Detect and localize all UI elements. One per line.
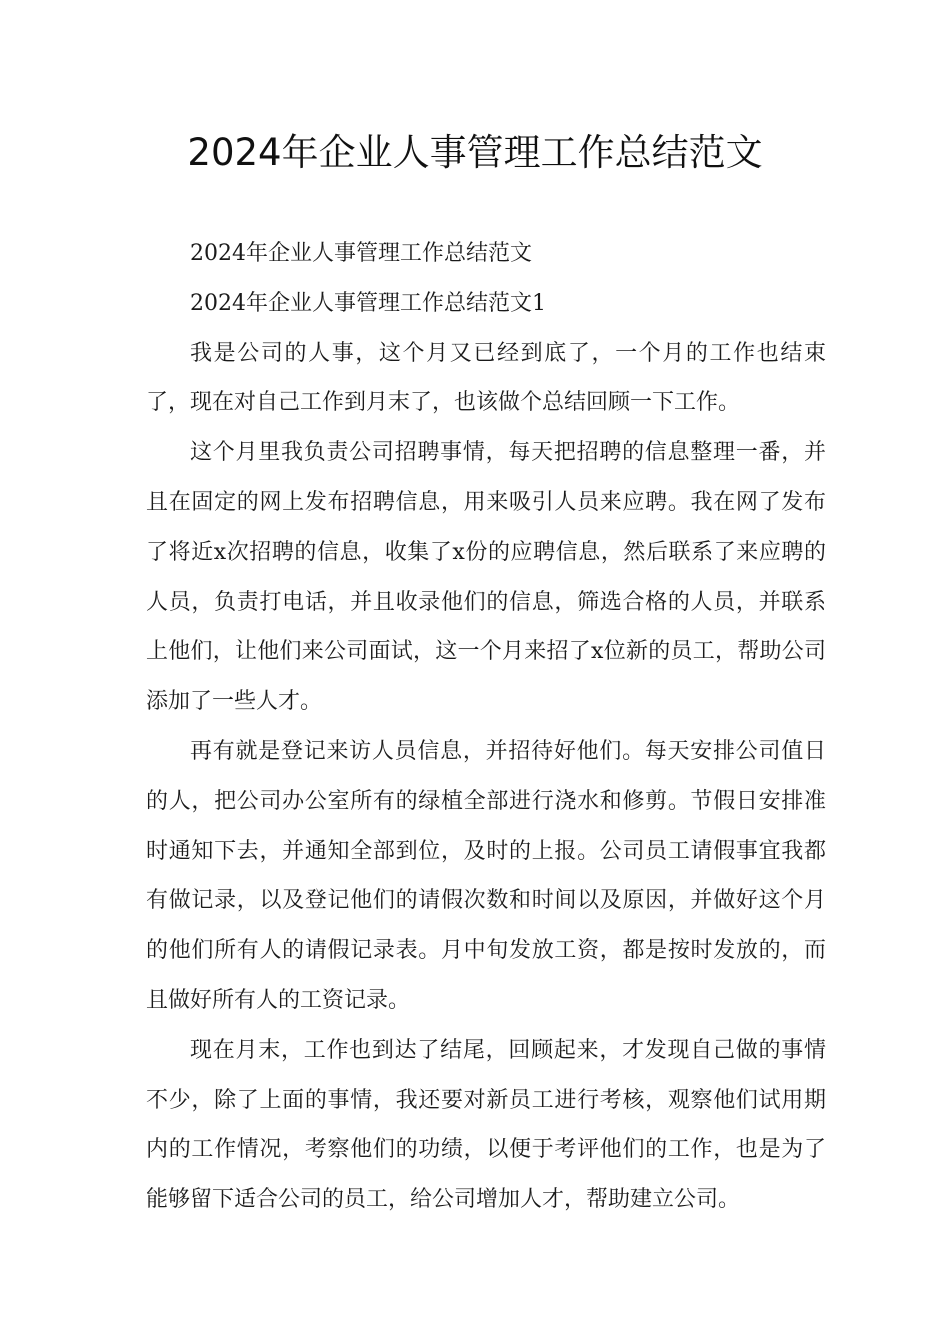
paragraph-reception-attendance: 再有就是登记来访人员信息，并招待好他们。每天安排公司值日的人，把公司办公室所有的绿植全部进行浇水和修剪。节假日安排准时通知下去，并通知全部到位，及时的上报。公司员工请假事宜我都有做记录，以及登记他们的请假次数和时间以及原因，并做好这个月的他们所有人的请假记录表。月中旬发放工资，都是按时发放的，而且做好所有人的工资记录。 [146, 738, 826, 1013]
paragraph-recruitment: 这个月里我负责公司招聘事情，每天把招聘的信息整理一番，并且在固定的网上发布招聘信息，用来吸引人员来应聘。我在网了发布了将近x次招聘的信息，收集了x份的应聘信息，然后联系了来应聘的人员，负责打电话，并且收录他们的信息，筛选合格的人员，并联系上他们，让他们来公司面试，这一个月来招了x位新的员工，帮助公司添加了一些人才。 [146, 440, 826, 715]
document-body [146, 229, 826, 1225]
paragraph-subtitle: 2024年企业人事管理工作总结范文 [190, 241, 532, 266]
paragraph-section-heading: 2024年企业人事管理工作总结范文1 [190, 290, 546, 316]
paragraph-month-end-review: 现在月末，工作也到达了结尾，回顾起来，才发现自己做的事情不少，除了上面的事情，我还要对新员工进行考核，观察他们试用期内的工作情况，考察他们的功绩，以便于考评他们的工作，也是为了能够留下适合公司的员工，给公司增加人才，帮助建立公司。 [146, 1037, 826, 1213]
paragraph-intro: 我是公司的人事，这个月又已经到底了，一个月的工作也结束了，现在对自己工作到月末了，也该做个总结回顾一下工作。 [146, 340, 826, 416]
document-title: 2024年企业人事管理工作总结范文 [187, 131, 763, 174]
